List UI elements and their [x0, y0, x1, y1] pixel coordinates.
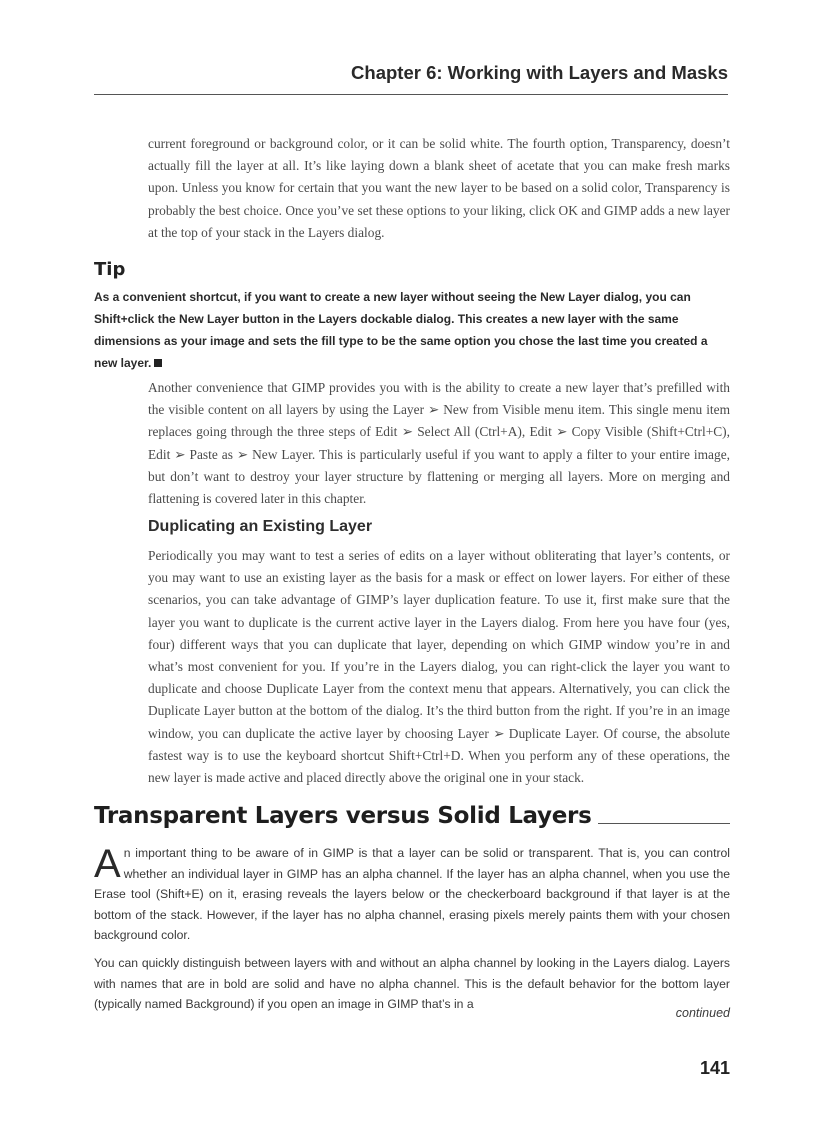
paragraph-text: current foreground or background color, or it can be solid white. The fourth option, Transparency, doesn’t actually fill the layer at all. It’s like laying down a blank sheet of acetate that you can make fresh marks upon. Unless you know for certain that you want the new layer to be based on a solid color, Transparency is probably the best choice. Once you’ve set these options to your liking, click OK and GIMP adds a new layer at the top of your stack in the Layers dialog.	[148, 136, 730, 240]
section-rule	[598, 823, 731, 824]
tip-text: As a convenient shortcut, if you want to create a new layer without seeing the New Layer dialog, you can Shift+click the New Layer button in the Layers dockable dialog. This creates a new layer with the same dimensions as your image and sets the fill type to be the same option you chose the last time you created a new layer.	[94, 290, 708, 370]
section-body	[94, 843, 730, 1022]
continued-label: continued	[675, 1006, 730, 1020]
running-head: Chapter 6: Working with Layers and Masks	[94, 62, 728, 95]
body-paragraph-2	[148, 377, 730, 510]
section-heading	[94, 803, 730, 829]
section-title: Transparent Layers versus Solid Layers	[94, 803, 592, 829]
paragraph-text: Periodically you may want to test a series of edits on a layer without obliterating that layer’s contents, or you may want to use an existing layer as the basis for a mask or effect on lower layers. For either of these scenarios, you can take advantage of GIMP’s layer duplication feature. To use it, first make sure that the layer you want to duplicate is the current active layer in the Layers dialog. From here you have four (yes, four) different ways that you can duplicate that layer, depending on which GIMP window you’re in and what’s most convenient for you. If you’re in the Layers dialog, you can right-click the layer you want to duplicate and choose Duplicate Layer from the context menu that appears. Alternatively, you can click the Duplicate Layer button at the bottom of the dialog. It’s the third button from the right. If you’re in an image window, you can duplicate the active layer by choosing Layer ➢ Duplicate Layer. Of course, the absolute fastest way is to use the keyboard shortcut Shift+Ctrl+D. When you perform any of these operations, the new layer is made active and placed directly above the original one in your stack.	[148, 548, 730, 786]
drop-cap: A	[94, 842, 121, 886]
page-number: 141	[699, 1058, 730, 1078]
section-paragraph-1-text: n important thing to be aware of in GIMP is that a layer can be solid or transparent. That is, you can control whether an individual layer in GIMP has an alpha channel. If the layer has an alpha channel, when you use the Erase tool (Shift+E) on it, erasing reveals the layers below or the checkerboard background if that layer is at the bottom of the stack. However, if the layer has no alpha channel, erasing pixels merely paints them with your chosen background color.	[94, 846, 730, 943]
end-square-icon	[154, 359, 162, 367]
tip-heading: Tip	[94, 259, 126, 280]
section-paragraph-1	[94, 843, 730, 946]
paragraph-text: Another convenience that GIMP provides you with is the ability to create a new layer that’s prefilled with the visible content on all layers by using the Layer ➢ New from Visible menu item. This single menu item replaces going through the three steps of Edit ➢ Select All (Ctrl+A), Edit ➢ Copy Visible (Shift+Ctrl+C), Edit ➢ Paste as ➢ New Layer. This is particularly useful if you want to apply a filter to your entire image, but don’t want to destroy your layer structure by flattening or merging all layers. More on merging and flattening is covered later in this chapter.	[148, 380, 730, 507]
subheading-duplicating-layer: Duplicating an Existing Layer	[148, 518, 373, 535]
section-paragraph-2: You can quickly distinguish between layers with and without an alpha channel by looking in the Layers dialog. Layers with names that are in bold are solid and have no alpha channel. This is the default behavior for the bottom layer (typically named Background) if you open an image in GIMP that’s in a	[94, 955, 730, 1012]
body-paragraph-1	[148, 133, 730, 244]
tip-body	[94, 286, 730, 374]
body-paragraph-3	[148, 545, 730, 789]
